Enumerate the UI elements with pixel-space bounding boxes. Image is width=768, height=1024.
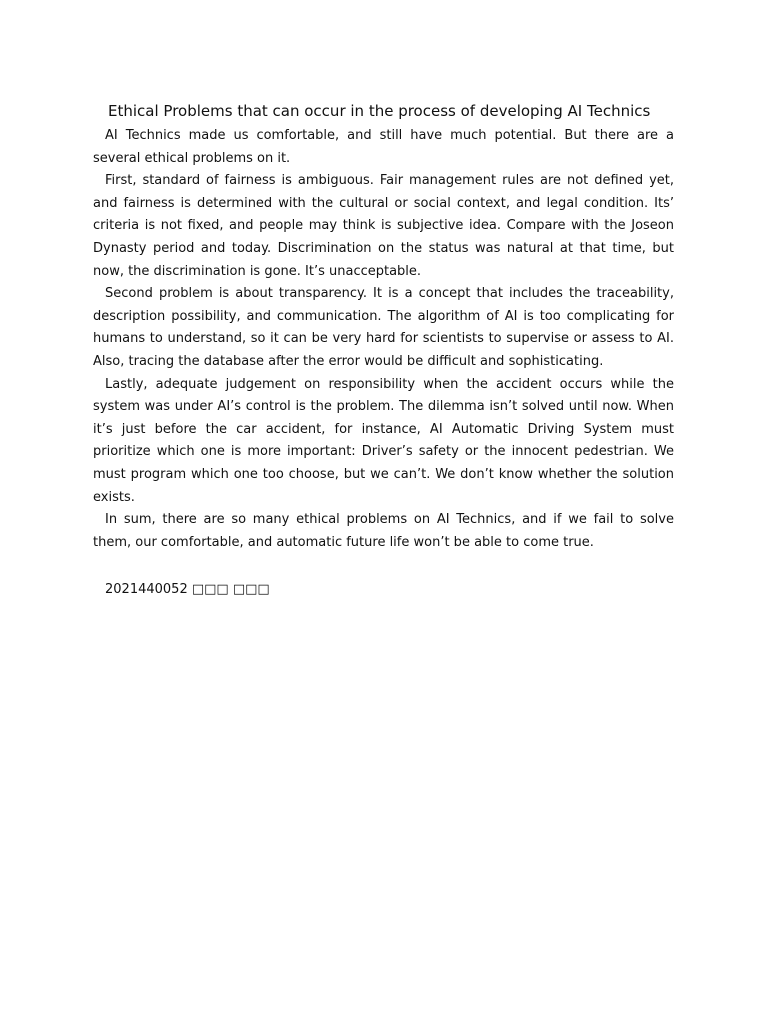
paragraph-fairness: First, standard of fairness is ambiguous. Fair management rules are not defined yet, and fairness is determined with the cultural or social context, and legal condition. Its’ criteria is not fixed, and people may think is subjective idea. Compare with the Joseon Dynasty period and today. Discrimination on the status was natural at that time, but now, the discrimination is gone. It’s unacceptable. (93, 173, 674, 279)
author-signature: 2021440052 □□□ □□□ (105, 582, 270, 597)
document-page (93, 100, 674, 554)
document-title: Ethical Problems that can occur in the process of developing AI Technics (108, 102, 651, 120)
paragraph-responsibility: Lastly, adequate judgement on responsibility when the accident occurs while the system was under AI’s control is the problem. The dilemma isn’t solved until now. When it’s just before the car accident, for instance, AI Automatic Driving System must prioritize which one is more important: Driver’s safety or the innocent pedestrian. We must program which one too choose, but we can’t. We don’t know whether the solution exists. (93, 376, 674, 505)
paragraph-transparency: Second problem is about transparency. It is a concept that includes the traceability, description possibility, and communication. The algorithm of AI is too complicating for humans to understand, so it can be very hard for scientists to supervise or assess to AI. Also, tracing the database after the error would be difficult and sophisticating. (93, 286, 674, 369)
paragraph-conclusion: In sum, there are so many ethical problems on AI Technics, and if we fail to solve them, our comfortable, and automatic future life won’t be able to come true. (93, 512, 674, 550)
paragraph-intro: AI Technics made us comfortable, and still have much potential. But there are a several ethical problems on it. (93, 128, 674, 166)
